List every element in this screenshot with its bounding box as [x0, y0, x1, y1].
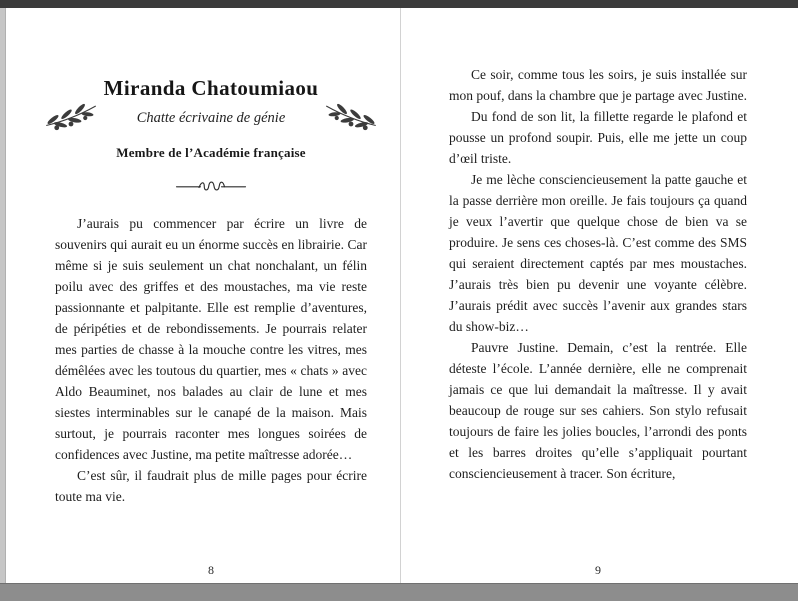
- page-number-right: 9: [595, 563, 601, 577]
- page-left: [6, 8, 401, 583]
- body-paragraph: Du fond de son lit, la fillette regarde le plafond et pousse un profond soupir. Puis, elle me jette un coup d’œil triste.: [449, 109, 747, 166]
- squiggle-divider-icon: [55, 179, 367, 193]
- body-paragraph: Pauvre Justine. Demain, c’est la rentrée. Elle déteste l’école. L’année dernière, elle ne comprenait jamais ce que lui demandait la maîtresse. Il y avait beaucoup de rouge sur ses cahiers. Son stylo refusait toujours de faire les jolies boucles, l’arrondi des ponts et les barres droites qu’elle s’appliquait pourtant consciencieusement à tracer. Son écriture,: [449, 340, 747, 481]
- page-number-left: 8: [208, 563, 214, 577]
- olive-branch-right-icon: [324, 100, 378, 133]
- title-row: [55, 70, 367, 133]
- olive-branch-left-icon: [44, 100, 98, 133]
- body-paragraph: J’aurais pu commencer par écrire un livre de souvenirs qui aurait eu un énorme succès en librairie. Car même si je suis seulement un chat nonchalant, un félin poilu avec des griffes et des moustaches, ma vie reste passionnante et palpitante. Elle est remplie d’aventures, de péripéties et de rebondissements. Je pourrais relater mes parties de chasse à la mouche contre les vitres, mes démêlées avec les toutous du quartier, mes « chats » avec Aldo Beauminet, nos balades au clair de lune et mes siestes interminables sur le canapé de la maison. Mais surtout, je pourrais raconter mes longues soirées de confidences avec Justine, ma petite maîtresse adorée…: [55, 216, 367, 462]
- chapter-title: Miranda Chatoumiaou: [103, 76, 319, 100]
- chapter-header: [55, 70, 367, 193]
- body-paragraph: Ce soir, comme tous les soirs, je suis installée sur mon pouf, dans la chambre que je partage avec Justine.: [449, 67, 748, 103]
- chapter-subtitle: Chatte écrivaine de génie: [136, 110, 286, 126]
- body-paragraph: Je me lèche consciencieusement la patte gauche et la passe derrière mon oreille. Je fais toujours ça quand je veux l’avertir que quelque chose de bien va se produire. Je sens ces choses-là. C’est comme des SMS qui seraient directement captés par mes moustaches. J’aurais très bien pu devenir une voyante célèbre. J’aurais prédit avec succès l’avenir aux grandes stars du show-biz…: [449, 172, 747, 334]
- page-right: [401, 8, 798, 583]
- body-paragraph: C’est sûr, il faudrait plus de mille pages pour écrire toute ma vie.: [55, 468, 367, 504]
- top-border-bar: [0, 0, 798, 8]
- chapter-role: Membre de l’Académie française: [116, 145, 306, 160]
- bottom-border-bar: [0, 583, 798, 601]
- two-page-spread: [6, 8, 798, 583]
- title-block: [104, 76, 319, 127]
